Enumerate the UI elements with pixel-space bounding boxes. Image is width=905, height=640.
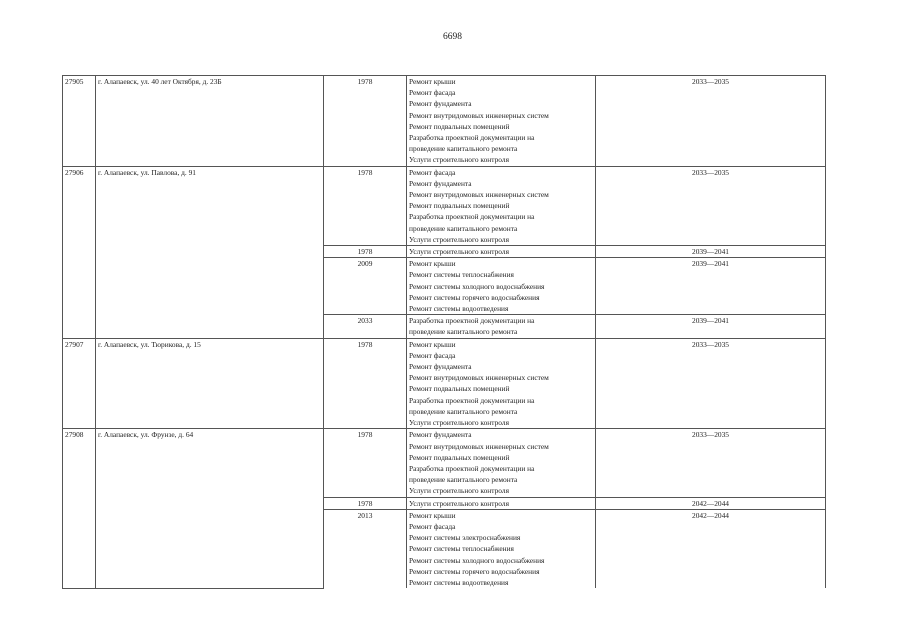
work-item: Ремонт фасада [409,521,456,531]
work-item: Разработка проектной документации на [409,316,535,326]
period-cell: 2039—2041 [596,246,826,258]
year-cell: 1978 [324,246,407,258]
work-item: Услуги строительного контроля [409,418,509,428]
works-list [407,315,596,338]
work-item: проведение капитального ремонта [409,223,518,233]
work-item: Услуги строительного контроля [409,234,509,244]
work-item: Ремонт крыши [409,339,456,349]
works-list [407,246,596,258]
table-row [63,338,826,429]
year-cell: 2009 [324,258,407,315]
period-cell: 2033—2035 [596,338,826,429]
work-item: Ремонт системы горячего водоснабжения [409,566,540,576]
work-item: Ремонт фундамента [409,178,472,188]
period-cell: 2042—2044 [596,497,826,509]
year-cell: 1978 [324,429,407,497]
work-item: Ремонт системы теплоснабжения [409,270,514,280]
work-item: Ремонт подвальных помещений [409,384,510,394]
record-number: 27908 [63,429,96,588]
capital-repair-table [62,75,826,589]
period-cell: 2039—2041 [596,315,826,338]
work-item: Ремонт внутридомовых инженерных систем [409,373,549,383]
work-item: Ремонт фундамента [409,362,472,372]
year-cell: 2013 [324,509,407,588]
year-cell: 2033 [324,315,407,338]
work-item: Ремонт системы холодного водоснабжения [409,281,545,291]
work-item: проведение капитального ремонта [409,475,518,485]
period-cell: 2033—2035 [596,429,826,497]
work-item: Ремонт системы водоотведения [409,304,509,314]
work-item: Ремонт системы горячего водоснабжения [409,292,540,302]
works-list [407,76,596,167]
work-item: Ремонт крыши [409,77,456,86]
work-item: проведение капитального ремонта [409,144,518,154]
work-item: Ремонт внутридомовых инженерных систем [409,190,549,200]
work-item: Разработка проектной документации на [409,463,535,473]
work-item: Ремонт крыши [409,510,456,520]
period-cell: 2033—2035 [596,76,826,167]
work-item: Разработка проектной документации на [409,212,535,222]
period-cell: 2042—2044 [596,509,826,588]
work-item: Ремонт фасада [409,88,456,98]
works-list [407,509,596,588]
record-number: 27906 [63,166,96,338]
table-row [63,166,826,245]
building-address: г. Алапаевск, ул. Фрунзе, д. 64 [96,429,324,588]
work-item: Ремонт системы холодного водоснабжения [409,555,545,565]
page-number: 6698 [443,32,462,42]
work-item: Ремонт фундамента [409,430,472,440]
work-item: Услуги строительного контроля [409,498,509,508]
work-item: Ремонт фундамента [409,99,472,109]
work-item: Ремонт крыши [409,259,456,269]
work-item: Ремонт подвальных помещений [409,121,510,131]
building-address: г. Алапаевск, ул. Тюрикова, д. 15 [96,338,324,429]
works-list [407,166,596,245]
building-address: г. Алапаевск, ул. Павлова, д. 91 [96,166,324,338]
work-item: Ремонт подвальных помещений [409,452,510,462]
period-cell: 2039—2041 [596,258,826,315]
record-number: 27905 [63,76,96,167]
work-item: Ремонт внутридомовых инженерных систем [409,110,549,120]
building-address: г. Алапаевск, ул. 40 лет Октября, д. 23Б [96,76,324,167]
work-item: Услуги строительного контроля [409,486,509,496]
year-cell: 1978 [324,166,407,245]
work-item: Ремонт внутридомовых инженерных систем [409,441,549,451]
work-item: Ремонт системы электроснабжения [409,533,521,543]
work-item: Услуги строительного контроля [409,155,509,165]
year-cell: 1978 [324,338,407,429]
year-cell: 1978 [324,497,407,509]
work-item: Услуги строительного контроля [409,247,509,257]
works-list [407,429,596,497]
table-row [63,429,826,497]
works-list [407,497,596,509]
works-list [407,338,596,429]
table-body [63,76,826,589]
work-item: проведение капитального ремонта [409,327,518,337]
work-item: Ремонт подвальных помещений [409,201,510,211]
work-item: Разработка проектной документации на [409,395,535,405]
works-list [407,258,596,315]
work-item: Ремонт фасада [409,350,456,360]
work-item: Разработка проектной документации на [409,133,535,143]
work-item: Ремонт фасада [409,167,456,177]
year-cell: 1978 [324,76,407,167]
period-cell: 2033—2035 [596,166,826,245]
work-item: проведение капитального ремонта [409,406,518,416]
work-item: Ремонт системы водоотведения [409,577,509,587]
table-row [63,76,826,167]
work-item: Ремонт системы теплоснабжения [409,544,514,554]
record-number: 27907 [63,338,96,429]
